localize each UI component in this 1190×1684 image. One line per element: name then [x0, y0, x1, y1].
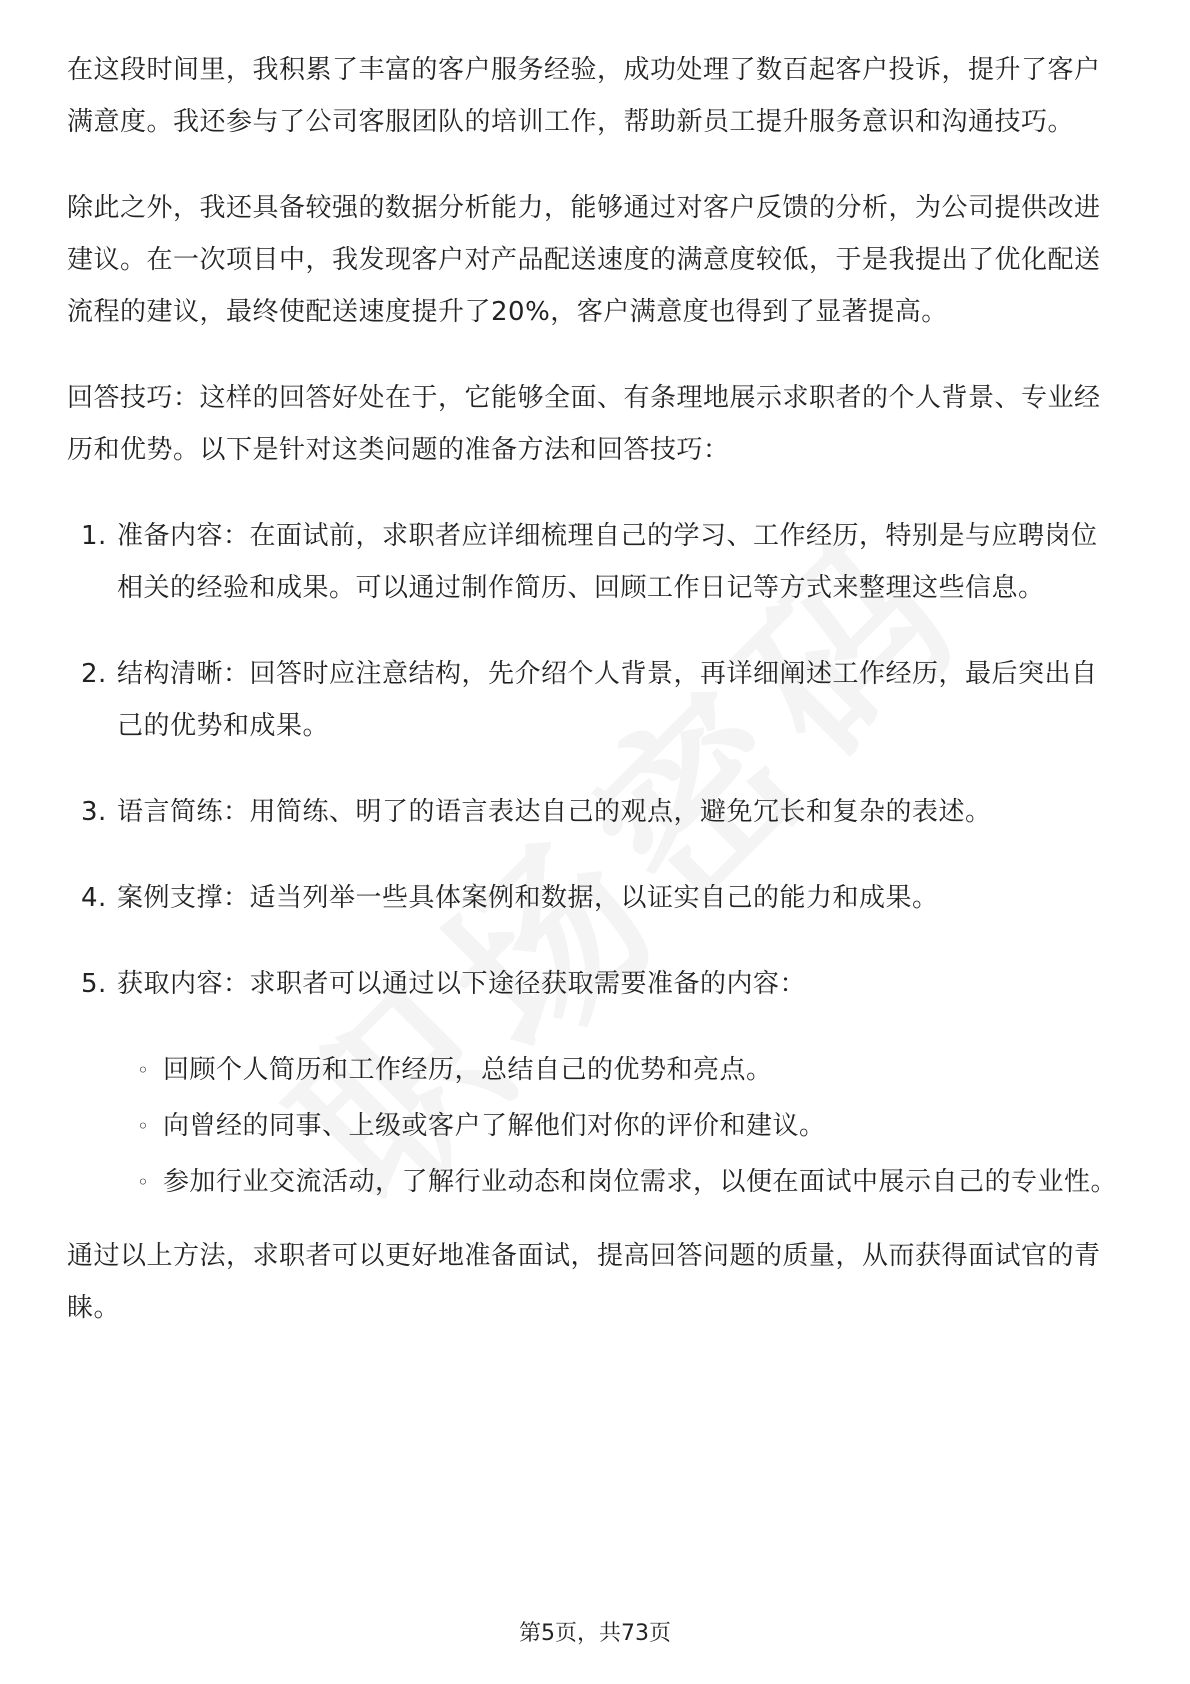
list-item-text: 案例支撑：适当列举一些具体案例和数据，以证实自己的能力和成果。 — [117, 883, 939, 913]
sub-list-item — [67, 1156, 1123, 1208]
paragraph-experience: 在这段时间里，我积累了丰富的客户服务经验，成功处理了数百起客户投诉，提升了客户满意度。我还参与了公司客服团队的培训工作，帮助新员工提升服务意识和沟通技巧。 — [67, 55, 1101, 137]
sub-list-item — [67, 1044, 1123, 1096]
list-item-text: 语言简练：用简练、明了的语言表达自己的观点，避免冗长和复杂的表述。 — [117, 797, 992, 827]
hollow-bullet-icon: ◦ — [137, 1058, 150, 1082]
list-item — [67, 872, 1123, 924]
list-number: 2. — [81, 659, 107, 689]
list-item — [67, 510, 1123, 614]
list-number: 1. — [81, 521, 107, 551]
hollow-bullet-icon: ◦ — [137, 1114, 150, 1138]
paragraph-answer-tips: 回答技巧：这样的回答好处在于，它能够全面、有条理地展示求职者的个人背景、专业经历和优势。以下是针对这类问题的准备方法和回答技巧： — [67, 383, 1101, 465]
document-body — [67, 44, 1123, 1368]
sub-list-item-text: 参加行业交流活动，了解行业动态和岗位需求，以便在面试中展示自己的专业性。 — [163, 1167, 1118, 1197]
list-number: 5. — [81, 969, 107, 999]
list-number: 4. — [81, 883, 107, 913]
page-number: 第5页，共73页 — [519, 1621, 671, 1646]
sub-list-item-text: 回顾个人简历和工作经历，总结自己的优势和亮点。 — [163, 1055, 773, 1085]
paragraph-data-analysis: 除此之外，我还具备较强的数据分析能力，能够通过对客户反馈的分析，为公司提供改进建议。在一次项目中，我发现客户对产品配送速度的满意度较低，于是我提出了优化配送流程的建议，最终使配送速度提升了20%，客户满意度也得到了显著提高。 — [67, 193, 1101, 327]
sub-list-item — [67, 1100, 1123, 1152]
list-item-text: 准备内容：在面试前，求职者应详细梳理自己的学习、工作经历，特别是与应聘岗位相关的经验和成果。可以通过制作简历、回顾工作日记等方式来整理这些信息。 — [117, 521, 1098, 603]
hollow-bullet-icon: ◦ — [137, 1170, 150, 1194]
numbered-list — [67, 510, 1123, 1010]
paragraph-closing: 通过以上方法，求职者可以更好地准备面试，提高回答问题的质量，从而获得面试官的青睐。 — [67, 1241, 1101, 1323]
list-number: 3. — [81, 797, 107, 827]
list-item-text: 获取内容：求职者可以通过以下途径获取需要准备的内容： — [117, 969, 807, 999]
list-item — [67, 648, 1123, 752]
sub-list-item-text: 向曾经的同事、上级或客户了解他们对你的评价和建议。 — [163, 1111, 826, 1141]
list-item — [67, 786, 1123, 838]
list-item — [67, 958, 1123, 1010]
list-item-text: 结构清晰：回答时应注意结构，先介绍个人背景，再详细阐述工作经历，最后突出自己的优势和成果。 — [117, 659, 1098, 741]
sub-list — [67, 1044, 1123, 1208]
